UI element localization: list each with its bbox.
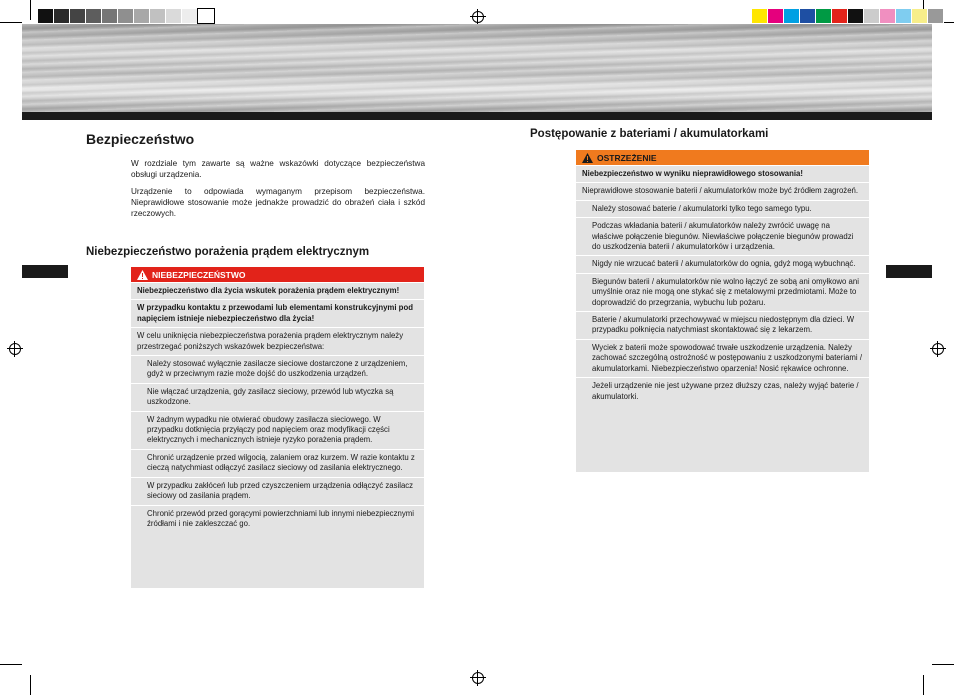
danger-lead: W celu uniknięcia niebezpieczeństwa porażenia prądem elektrycznym należy przestrzegać poniższych wskazówek bezpieczeństwa: xyxy=(131,327,424,355)
gray-swatch xyxy=(102,9,118,23)
gray-swatch xyxy=(134,9,150,23)
gray-swatch-strip xyxy=(38,9,214,23)
crop-mark xyxy=(30,675,31,695)
color-swatch xyxy=(784,9,800,23)
side-tab-left xyxy=(22,265,68,278)
warning-item: Biegunów baterii / akumulatorków nie wolno łączyć ze sobą ani omyłkowo ani umyślnie oraz nie mogą one stykać się z metalowymi przedmiotami. Może to doprowadzić do przegrzania, wybuchu lub pożaru. xyxy=(576,273,869,311)
warning-lead: Nieprawidłowe stosowanie baterii / akumulatorków może być źródłem zagrożeń. xyxy=(576,182,869,199)
danger-box-label: NIEBEZPIECZEŃSTWO xyxy=(152,269,246,280)
registration-mark-icon xyxy=(9,343,21,355)
registration-mark-icon xyxy=(472,672,484,684)
color-swatch xyxy=(752,9,768,23)
crop-mark xyxy=(30,0,31,20)
color-swatch xyxy=(928,9,944,23)
crop-mark xyxy=(923,675,924,695)
warning-item: Jeżeli urządzenie nie jest używane przez dłuższy czas, należy wyjąć baterie / akumulatorki. xyxy=(576,377,869,405)
color-swatch xyxy=(832,9,848,23)
page-title: Bezpieczeństwo xyxy=(86,131,195,147)
danger-box xyxy=(131,267,424,588)
danger-box-header xyxy=(131,267,424,282)
danger-bold-row: W przypadku kontaktu z przewodami lub elementami konstrukcyjnymi pod napięciem istnieje niebezpieczeństwo dla życia! xyxy=(131,299,424,327)
warning-box-header xyxy=(576,150,869,165)
crop-mark xyxy=(0,22,22,23)
registration-mark-icon xyxy=(932,343,944,355)
color-swatch-strip xyxy=(752,9,944,23)
gray-swatch xyxy=(182,9,198,23)
intro-paragraph: Urządzenie to odpowiada wymaganym przepisom bezpieczeństwa. Nieprawidłowe stosowanie może jednakże prowadzić do obrażeń ciała i szkód rzeczowych. xyxy=(131,187,425,218)
gray-swatch xyxy=(198,9,214,23)
color-swatch xyxy=(864,9,880,23)
warning-triangle-icon xyxy=(137,270,148,280)
color-swatch xyxy=(800,9,816,23)
warning-box-label: OSTRZEŻENIE xyxy=(597,152,657,163)
gray-swatch xyxy=(150,9,166,23)
intro-paragraph: W rozdziale tym zawarte są ważne wskazówki dotyczące bezpieczeństwa obsługi urządzenia. xyxy=(131,159,425,179)
brushed-metal-banner xyxy=(22,24,932,112)
color-swatch xyxy=(912,9,928,23)
color-swatch xyxy=(848,9,864,23)
warning-box xyxy=(576,150,869,472)
warning-item: Należy stosować baterie / akumulatorki tylko tego samego typu. xyxy=(576,200,869,217)
gray-swatch xyxy=(38,9,54,23)
banner-bar xyxy=(22,112,932,120)
crop-mark xyxy=(0,664,22,665)
danger-item: Nie włączać urządzenia, gdy zasilacz sieciowy, przewód lub wtyczka są uszkodzone. xyxy=(131,383,424,411)
warning-bold-row: Niebezpieczeństwo w wyniku nieprawidłowego stosowania! xyxy=(576,165,869,182)
warning-item: Podczas wkładania baterii / akumulatorków należy zwrócić uwagę na właściwe połączenie biegunów. Niewłaściwe połączenie biegunów prowadzi do uszkodzenia baterii / akumulatorków i urządzenia. xyxy=(576,217,869,255)
danger-bold-row: Niebezpieczeństwo dla życia wskutek porażenia prądem elektrycznym! xyxy=(131,282,424,299)
warning-item: Nigdy nie wrzucać baterii / akumulatorków do ognia, gdyż mogą wybuchnąć. xyxy=(576,255,869,272)
danger-item: Chronić urządzenie przed wilgocią, zalaniem oraz kurzem. W razie kontaktu z cieczą natychmiast odłączyć zasilacz sieciowy od zasilania elektrycznego. xyxy=(131,449,424,477)
color-swatch xyxy=(880,9,896,23)
warning-item: Baterie / akumulatorki przechowywać w miejscu niedostępnym dla dzieci. W przypadku połknięcia natychmiast skontaktować się z lekarzem. xyxy=(576,311,869,339)
gray-swatch xyxy=(70,9,86,23)
danger-item: W żadnym wypadku nie otwierać obudowy zasilacza sieciowego. W przypadku dotknięcia przyłączy pod napięciem oraz modyfikacji części elektrycznych i mechanicznych istnieje ryzyko porażenia prądem. xyxy=(131,411,424,449)
warning-item: Wyciek z baterii może spowodować trwałe uszkodzenie urządzenia. Należy zachować szczególną ostrożność w postępowaniu z uszkodzonymi bateriami / akumulatorkami. Niebezpieczeństwo oparzenia! Nosić rękawice ochronne. xyxy=(576,339,869,377)
side-tab-right xyxy=(886,265,932,278)
gray-swatch xyxy=(166,9,182,23)
danger-item: Chronić przewód przed gorącymi powierzchniami lub innymi niebezpiecznymi źródłami i nie zakleszczać go. xyxy=(131,505,424,533)
crop-mark xyxy=(932,664,954,665)
color-swatch xyxy=(896,9,912,23)
gray-swatch xyxy=(118,9,134,23)
color-swatch xyxy=(768,9,784,23)
section-title: Postępowanie z bateriami / akumulatorkami xyxy=(530,128,769,140)
section-title: Niebezpieczeństwo porażenia prądem elektrycznym xyxy=(86,246,370,258)
danger-item: W przypadku zakłóceń lub przed czyszczeniem urządzenia odłączyć zasilacz sieciowy od zasilania prądem. xyxy=(131,477,424,505)
registration-mark-icon xyxy=(472,11,484,23)
warning-triangle-icon xyxy=(582,153,593,163)
color-swatch xyxy=(816,9,832,23)
gray-swatch xyxy=(86,9,102,23)
danger-item: Należy stosować wyłącznie zasilacze sieciowe dostarczone z urządzeniem, gdyż w przeciwnym razie może dojść do uszkodzenia urządzeń. xyxy=(131,355,424,383)
gray-swatch xyxy=(54,9,70,23)
